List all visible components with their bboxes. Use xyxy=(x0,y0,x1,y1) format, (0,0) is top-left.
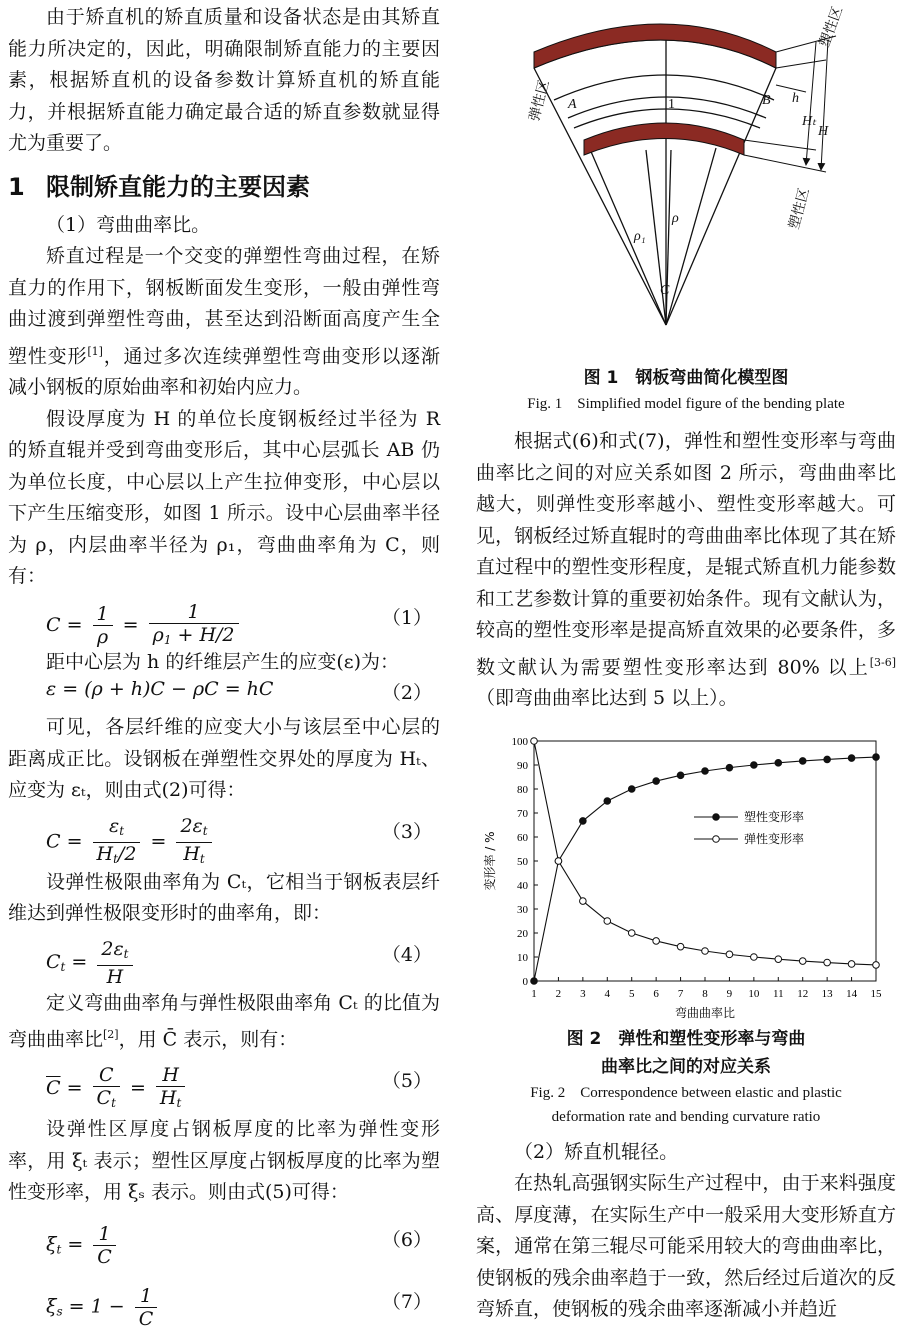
x-tick-label: 7 xyxy=(677,987,684,1000)
data-point xyxy=(531,738,538,745)
right-paragraph-2: 在热轧高强钢实际生产过程中，由于来料强度高、厚度薄，在实际生产中一般采用大变形矫直方案，通常在第三辊尽可能采用较大的弯曲曲率比，使钢板的残余曲率趋于一致，然后经过后道次的反弯矫直，使钢板的残余曲率逐渐减小并趋近 xyxy=(476,1172,896,1321)
svg-text:h: h xyxy=(792,91,799,106)
svg-text:Hₜ: Hₜ xyxy=(802,114,817,129)
data-point xyxy=(604,918,611,925)
plastic-band-top xyxy=(534,24,776,68)
data-point xyxy=(799,757,806,764)
figure-2-caption-cn-line1: 图 2 弹性和塑性变形率与弯曲 xyxy=(566,1028,806,1049)
data-point xyxy=(726,951,733,958)
right-paragraph-1: 根据式(6)和式(7)，弹性和塑性变形率与弯曲曲率比之间的对应关系如图 2 所示，弯曲曲率比越大，则弹性变形率越小、塑性变形率越大。可见，钢板经过矫直辊时的弯曲曲率比体现了其在矫直过程中的塑性变形程度，是辊式矫直机力能参数和工艺参数计算的重要初始条件。现有文献认为，较高的塑性变形率是提高矫直效果的必要条件，多数文献认为需要塑性变形率达到 80% 以上[3-6]（即弯曲曲率比达到 5 以上）。 xyxy=(476,430,896,710)
y-tick-label: 20 xyxy=(517,927,528,940)
subsection-2: （2）矫直机辊径。 xyxy=(514,1140,679,1163)
intro-paragraph: 由于矫直机的矫直质量和设备状态是由其矫直能力所决定的，因此，明确限制矫直能力的主要因素，根据矫直机的设备参数计算矫直机的矫直能力，并根据矫直能力确定最合适的矫直参数就显得尤为重要了。 xyxy=(8,6,440,154)
y-tick-label: 70 xyxy=(517,807,528,820)
data-point xyxy=(751,762,758,769)
x-tick-label: 14 xyxy=(846,987,858,1000)
x-tick-label: 12 xyxy=(797,987,809,1000)
x-axis-label: 弯曲曲率比 xyxy=(674,1005,736,1019)
x-tick-label: 15 xyxy=(870,987,882,1000)
x-tick-label: 4 xyxy=(604,987,611,1000)
x-tick-label: 8 xyxy=(702,987,708,1000)
figure-2-chart xyxy=(476,729,896,1019)
equation-number: （6） xyxy=(381,1228,432,1251)
data-point xyxy=(799,958,806,965)
data-point xyxy=(628,786,635,793)
x-tick-label: 5 xyxy=(628,987,635,1000)
y-tick-label: 80 xyxy=(517,783,528,796)
plot-frame xyxy=(534,741,876,981)
svg-text:1: 1 xyxy=(668,97,675,112)
y-tick-label: 10 xyxy=(517,951,528,964)
svg-text:ρ: ρ xyxy=(672,211,679,226)
left-column xyxy=(8,0,440,1339)
legend-label: 弹性变形率 xyxy=(744,831,805,846)
y-axis-label: 变形率 / % xyxy=(483,831,497,891)
equation-4: $C_t$ = $\frac{2\varepsilon_t}{H}$ （4） xyxy=(46,937,432,988)
section-heading xyxy=(8,170,440,204)
equation-5: $\overline{C}$ = $\frac{C}{C_t}$ = $\frac{H}{H_t}$ （5） xyxy=(46,1064,432,1111)
citation: [2] xyxy=(103,1028,119,1042)
data-point xyxy=(580,898,587,905)
svg-text:弹性区: 弹性区 xyxy=(527,78,553,124)
paragraph-6: 定义弯曲曲率角与弹性极限曲率角 Cₜ 的比值为弯曲曲率比[2]，用 C̄ 表示，则有： xyxy=(8,991,440,1051)
paragraph-3: 距中心层为 h 的纤维层产生的应变(ε)为： xyxy=(46,650,399,673)
x-tick-label: 9 xyxy=(726,987,733,1000)
equation-2: ε = (ρ + h)C − ρC = hC （2） xyxy=(46,678,432,705)
x-tick-label: 1 xyxy=(531,987,537,1000)
right-column xyxy=(476,0,896,1326)
paragraph-4: 可见，各层纤维的应变大小与该层至中心层的距离成正比。设钢板在弹塑性交界处的厚度为 Hₜ、应变为 εₜ，则由式(2)可得： xyxy=(8,716,440,802)
x-tick-label: 2 xyxy=(555,987,562,1000)
equation-number: （1） xyxy=(381,606,432,629)
subsection-1: （1）弯曲曲率比。 xyxy=(46,213,211,236)
section-title: 限制矫直能力的主要因素 xyxy=(46,172,310,201)
figure-1-bending-model xyxy=(476,0,896,360)
citation: [1] xyxy=(87,344,103,358)
paragraph-7: 设弹性区厚度占钢板厚度的比率为弹性变形率，用 ξₜ 表示；塑性区厚度占钢板厚度的比率为塑性变形率，用 ξₛ 表示。则由式(5)可得： xyxy=(8,1118,440,1204)
data-point xyxy=(751,954,758,961)
data-point xyxy=(653,937,660,944)
legend-label: 塑性变形率 xyxy=(744,809,805,824)
equation-number: （4） xyxy=(381,943,432,966)
data-point xyxy=(873,754,880,761)
paragraph-5: 设弹性极限曲率角为 Cₜ，它相当于钢板表层纤维达到弹性极限变形时的曲率角，即： xyxy=(8,870,440,925)
svg-text:塑性区: 塑性区 xyxy=(817,4,847,50)
y-tick-label: 40 xyxy=(517,879,528,892)
citation: [3-6] xyxy=(869,655,896,669)
figure-2-caption-cn-line2: 曲率比之间的对应关系 xyxy=(601,1056,771,1077)
svg-text:H: H xyxy=(818,124,829,139)
data-point xyxy=(580,817,587,824)
equation-number: （7） xyxy=(381,1290,432,1313)
y-tick-label: 50 xyxy=(517,855,528,868)
data-point xyxy=(531,978,538,985)
data-point xyxy=(824,756,831,763)
y-tick-label: 90 xyxy=(517,759,528,772)
figure-1-caption-en: Fig. 1 Simplified model figure of the bending plate xyxy=(527,396,845,412)
data-point xyxy=(848,960,855,967)
data-point xyxy=(702,948,709,955)
svg-text:B: B xyxy=(762,93,771,108)
x-tick-label: 6 xyxy=(653,987,659,1000)
svg-text:ρ₁: ρ₁ xyxy=(634,229,646,244)
equation-1: C = $\frac{1}{\rho}$ = $\frac{1}{\rho_1 + H/2}$ （1） xyxy=(46,600,432,649)
paragraph-2: 假设厚度为 H 的单位长度钢板经过半径为 R 的矫直辊并受到弯曲变形后，其中心层弧长 AB 仍为单位长度，中心层以上产生拉伸变形，中心层以下产生压缩变形，如图 1 所示。设中心层曲率半径为 ρ，内层曲率半径为 ρ₁，弯曲曲率角为 C，则有： xyxy=(8,407,440,588)
data-point xyxy=(873,961,880,968)
figure-1-caption-cn: 图 1 钢板弯曲简化模型图 xyxy=(583,368,789,388)
legend-marker xyxy=(713,836,720,843)
section-number: 1 xyxy=(8,172,25,201)
svg-text:C: C xyxy=(660,283,670,298)
plastic-band-bottom xyxy=(584,123,744,155)
x-tick-label: 13 xyxy=(821,987,833,1000)
data-point xyxy=(604,798,611,805)
y-tick-label: 30 xyxy=(517,903,528,916)
data-point xyxy=(653,778,660,785)
equation-number: （5） xyxy=(381,1070,432,1093)
data-point xyxy=(848,755,855,762)
x-tick-label: 3 xyxy=(580,987,586,1000)
data-point xyxy=(775,956,782,963)
data-point xyxy=(628,930,635,937)
svg-text:塑性区: 塑性区 xyxy=(787,186,813,232)
data-point xyxy=(677,943,684,950)
y-tick-label: 100 xyxy=(511,735,528,748)
x-tick-label: 10 xyxy=(748,987,760,1000)
svg-text:A: A xyxy=(568,97,577,112)
data-point xyxy=(555,858,562,865)
data-point xyxy=(824,959,831,966)
data-point xyxy=(702,768,709,775)
data-point xyxy=(726,764,733,771)
data-point xyxy=(775,759,782,766)
fan-geometry xyxy=(534,26,776,325)
y-tick-label: 60 xyxy=(517,831,528,844)
equation-6: $\xi_t$ = $\frac{1}{C}$ （6） xyxy=(46,1222,432,1268)
figure-2-caption-en-line2: deformation rate and bending curvature ratio xyxy=(551,1108,821,1125)
equation-number: （3） xyxy=(381,820,432,843)
paragraph-1: 矫直过程是一个交变的弹塑性弯曲过程，在矫直力的作用下，钢板断面发生变形，一般由弹性弯曲过渡到弹塑性弯曲，甚至达到沿断面高度产生全塑性变形[1]，通过多次连续弹塑性弯曲变形以逐渐减小钢板的原始曲率和初始内应力。 xyxy=(8,245,440,399)
figure-2-caption-en-line1: Fig. 2 Correspondence between elastic and plastic xyxy=(530,1084,842,1101)
data-point xyxy=(677,772,684,779)
x-tick-label: 11 xyxy=(772,987,784,1000)
legend-marker xyxy=(713,814,720,821)
equation-number: （2） xyxy=(381,682,432,705)
equation-7: $\xi_s = 1$ − $\frac{1}{C}$ （7） xyxy=(46,1284,432,1330)
equation-3: C = $\frac{\varepsilon_t}{H_t/2}$ = $\frac{2\varepsilon_t}{H_t}$ （3） xyxy=(46,814,432,866)
y-tick-label: 0 xyxy=(522,975,528,988)
